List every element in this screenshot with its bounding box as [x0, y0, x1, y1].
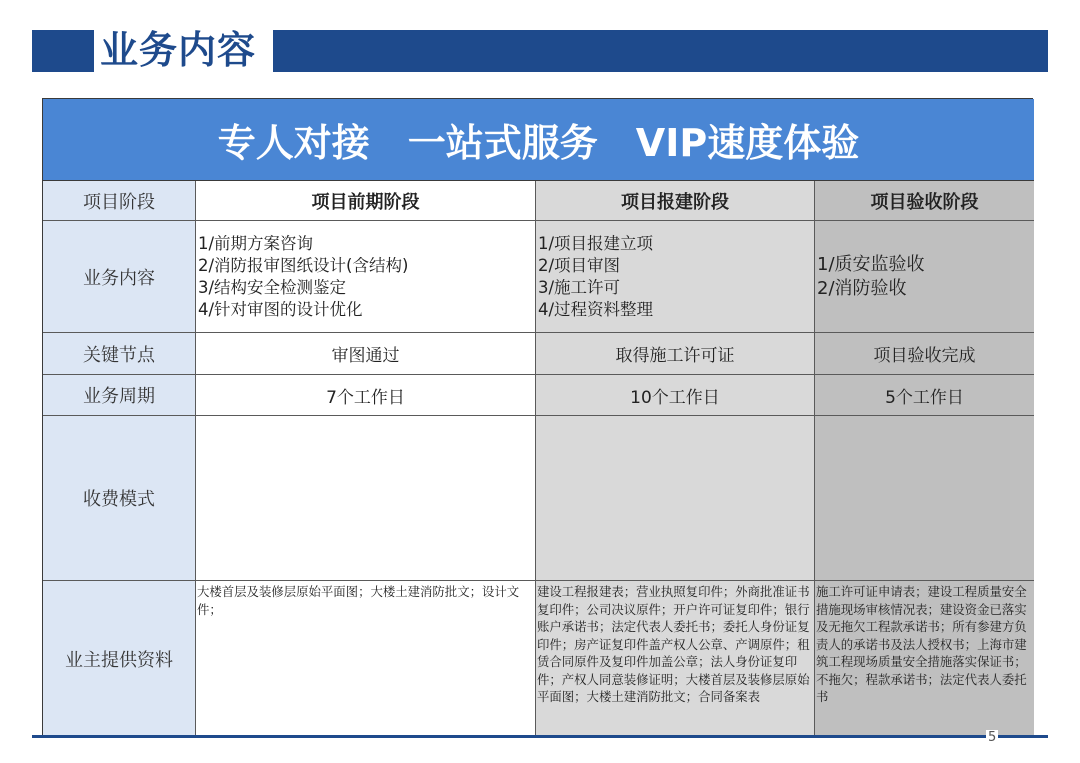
period-pre: 7个工作日 [196, 375, 536, 416]
materials-pre: 大楼首层及装修层原始平面图；大楼土建消防批文；设计文件； [196, 581, 536, 736]
row-label-period: 业务周期 [43, 375, 196, 416]
content-application [536, 221, 815, 333]
list-item: 3/施工许可 [538, 277, 621, 297]
list-item: 4/过程资料整理 [538, 299, 654, 319]
list-item: 3/结构安全检测鉴定 [198, 277, 347, 297]
stage-pre: 项目前期阶段 [196, 181, 536, 221]
node-application: 取得施工许可证 [536, 333, 815, 375]
list-item: 2/项目审图 [538, 255, 621, 275]
row-label-stage: 项目阶段 [43, 181, 196, 221]
content-pre [196, 221, 536, 333]
period-acceptance: 5个工作日 [815, 375, 1034, 416]
list-item: 1/项目报建立项 [538, 233, 654, 253]
node-acceptance: 项目验收完成 [815, 333, 1034, 375]
footer-line [32, 735, 1048, 738]
period-application: 10个工作日 [536, 375, 815, 416]
content-acceptance [815, 221, 1034, 333]
list-item: 2/消防验收 [817, 277, 907, 299]
fee-application [536, 416, 815, 581]
row-label-fee: 收费模式 [43, 416, 196, 581]
stage-application: 项目报建阶段 [536, 181, 815, 221]
fee-pre [196, 416, 536, 581]
header-bar-left [32, 30, 94, 72]
stage-acceptance: 项目验收阶段 [815, 181, 1034, 221]
fee-acceptance [815, 416, 1034, 581]
materials-acceptance: 施工许可证申请表；建设工程质量安全措施现场审核情况表；建设资金已落实及无拖欠工程款承诺书；所有参建方负责人的承诺书及法人授权书；上海市建筑工程现场质量安全措施落实保证书；不拖欠；程款承诺书；法定代表人委托书 [815, 581, 1034, 736]
list-item: 2/消防报审图纸设计(含结构) [198, 255, 409, 275]
row-label-node: 关键节点 [43, 333, 196, 375]
table-banner: 专人对接 一站式服务 VIP速度体验 [43, 99, 1034, 181]
node-pre: 审图通过 [196, 333, 536, 375]
list-item: 1/质安监验收 [817, 253, 925, 275]
row-label-materials: 业主提供资料 [43, 581, 196, 736]
header-bar-right [273, 30, 1048, 72]
list-item: 4/针对审图的设计优化 [198, 299, 363, 319]
list-item: 1/前期方案咨询 [198, 233, 314, 253]
row-label-content: 业务内容 [43, 221, 196, 333]
materials-application: 建设工程报建表；营业执照复印件；外商批准证书复印件；公司决议原件；开户许可证复印件；银行账户承诺书；法定代表人委托书；委托人身份证复印件；房产证复印件盖产权人公章、产调原件；租赁合同原件及复印件加盖公章；法人身份证复印件；产权人同意装修证明；大楼首层及装修层原始平面图；大楼土建消防批文；合同备案表 [536, 581, 815, 736]
service-table [42, 98, 1033, 735]
page-title: 业务内容 [100, 28, 257, 72]
page-number: 5 [988, 730, 997, 745]
